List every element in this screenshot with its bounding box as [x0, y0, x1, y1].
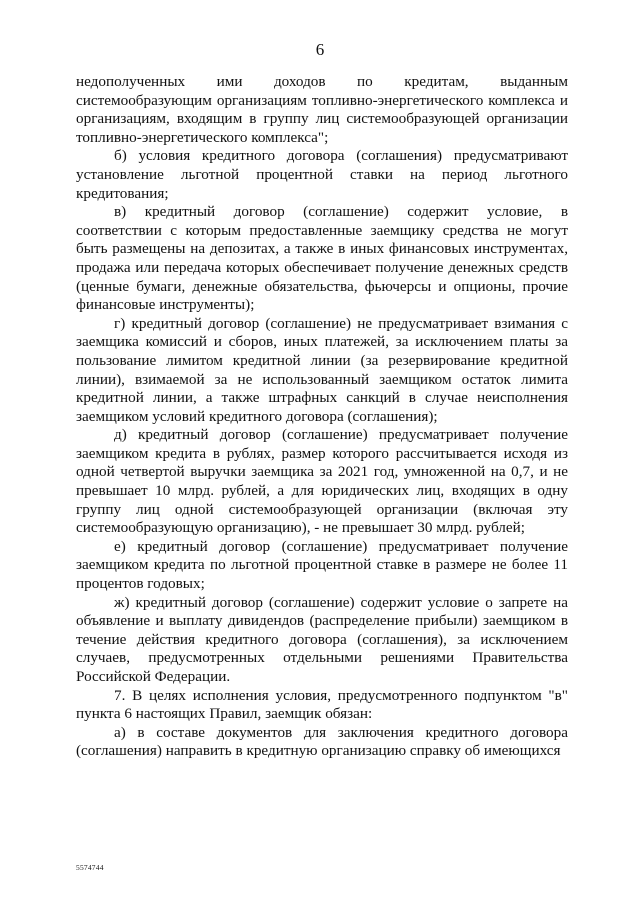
- paragraph-item-a: а) в составе документов для заключения кредитного договора (соглашения) направить в кредитную организацию справку об имеющихся: [76, 723, 568, 760]
- paragraph-item-e: е) кредитный договор (соглашение) предусматривает получение заемщиком кредита по льготной процентной ставке в размере не более 11 процентов годовых;: [76, 537, 568, 593]
- paragraph-point-7: 7. В целях исполнения условия, предусмотренного подпунктом "в" пункта 6 настоящих Правил, заемщик обязан:: [76, 686, 568, 723]
- paragraph-item-zh: ж) кредитный договор (соглашение) содержит условие о запрете на объявление и выплату дивидендов (распределение прибыли) заемщиком в течение действия кредитного договора (соглашения), за исключением случаев, предусмотренных отдельными решениями Правительства Российской Федерации.: [76, 593, 568, 685]
- document-id: 5574744: [76, 863, 104, 872]
- paragraph-continuation: недополученных ими доходов по кредитам, выданным системообразующим организациям топливно-энергетического комплекса и организациям, входящим в группу лиц системообразующей организации топливно-энергетического комплекса";: [76, 73, 568, 146]
- paragraph-item-d: д) кредитный договор (соглашение) предусматривает получение заемщиком кредита в рублях, размер которого рассчитывается исходя из одной четвертой выручки заемщика за 2021 год, умноженной на 0,7, и не превышает 10 млрд. рублей, а для юридических лиц, входящих в одну группу лиц одной системообразующей организации (включая эту системообразующую организацию), - не превышает 30 млрд. рублей;: [76, 426, 568, 537]
- page-number: 6: [315, 40, 325, 59]
- document-body: [76, 73, 568, 761]
- paragraph-item-g: г) кредитный договор (соглашение) не предусматривает взимания с заемщика комиссий и сборов, иных платежей, за исключением платы за пользование лимитом кредитной линии (за резервирование кредитной линии), взимаемой за не использованный заемщиком остаток лимита кредитной линии, а также штрафных санкций в случае неисполнения заемщиком условий кредитного договора (соглашения);: [76, 314, 568, 425]
- paragraph-item-b: б) условия кредитного договора (соглашения) предусматривают установление льготной процентной ставки на период льготного кредитования;: [76, 147, 568, 202]
- paragraph-item-v: в) кредитный договор (соглашение) содержит условие, в соответствии с которым предоставленные заемщику средства не могут быть размещены на депозитах, а также в иных финансовых инструментах, продажа или передача которых обеспечивает получение денежных средств (ценные бумаги, денежные обязательства, фьючерсы и опционы, прочие финансовые инструменты);: [76, 203, 568, 314]
